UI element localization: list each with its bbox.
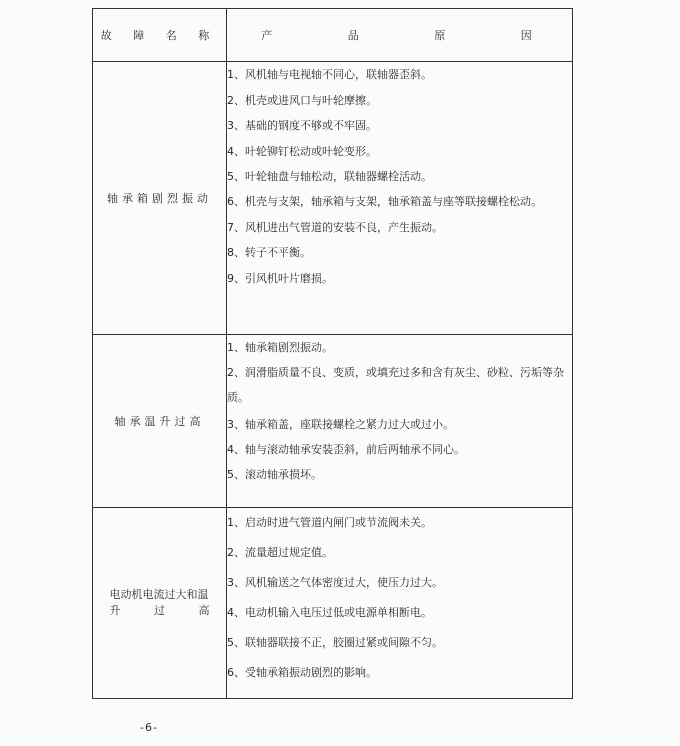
- cause-item: 7、风机进出气管道的安装不良，产生振动。: [227, 220, 443, 234]
- cause-list-cell: [227, 62, 573, 335]
- cause-item: 3、基础的钢度不够或不牢固。: [227, 119, 377, 132]
- cause-item: 5、叶轮轴盘与轴松动，联轴器螺栓活动。: [227, 170, 432, 183]
- cause-item: 5、滚动轴承损坏。: [227, 468, 322, 481]
- cause-item: 4、轴与滚动轴承安装歪斜，前后两轴承不同心。: [227, 443, 465, 456]
- cause-list-cell: [227, 508, 573, 699]
- fault-name-cell: 轴承温升过高: [93, 335, 227, 508]
- fault-name-line1: 电动机电流过大和温: [109, 588, 209, 601]
- cause-item: 2、流量超过规定值。: [227, 546, 333, 559]
- fault-cause-table: [92, 8, 573, 699]
- table-row: [93, 508, 573, 699]
- cause-item: 4、电动机输入电压过低或电源单相断电。: [227, 606, 432, 619]
- cause-item: 2、机壳或进风口与叶轮摩擦。: [227, 93, 377, 107]
- cause-item: 1、风机轴与电视轴不同心，联轴器歪斜。: [227, 68, 432, 81]
- cause-item: 6、机壳与支架，轴承箱与支架，轴承箱盖与座等联接螺栓松动。: [227, 194, 542, 208]
- cause-item: 3、风机输送之气体密度过大，使压力过大。: [227, 576, 443, 589]
- cause-item: 1、启动时进气管道内闸门或节流阀未关。: [227, 516, 432, 529]
- table-header-row: [93, 9, 573, 62]
- header-cause: 产 品 原 因: [227, 9, 573, 62]
- cause-item: 5、联轴器联接不正，胶圈过紧或间隙不匀。: [227, 636, 443, 649]
- cause-item: 8、转子不平衡。: [227, 246, 311, 259]
- cause-item: 2、润滑脂质量不良、变质，或填充过多和含有灰尘、砂粒、污垢等杂质。: [227, 366, 564, 404]
- page-number: -6-: [140, 721, 158, 734]
- fault-name-line2: 升 过 高: [109, 604, 210, 617]
- cause-list-cell: [227, 335, 573, 508]
- fault-name-cell: [93, 508, 227, 699]
- cause-item: 1、轴承箱剧烈振动。: [227, 341, 333, 354]
- fault-name-cell: 轴承箱剧烈振动: [93, 62, 227, 335]
- fault-name-multiline: [110, 587, 210, 619]
- table-row: [93, 62, 573, 335]
- table-row: [93, 335, 573, 508]
- cause-item: 9、引风机叶片磨损。: [227, 271, 333, 285]
- cause-item: 6、受轴承箱振动剧烈的影响。: [227, 666, 377, 679]
- cause-item: 3、轴承箱盖，座联接螺栓之紧力过大或过小。: [227, 418, 454, 431]
- cause-item: 4、叶轮铆钉松动或叶轮变形。: [227, 144, 377, 158]
- header-fault-name: 故 障 名 称: [93, 9, 227, 62]
